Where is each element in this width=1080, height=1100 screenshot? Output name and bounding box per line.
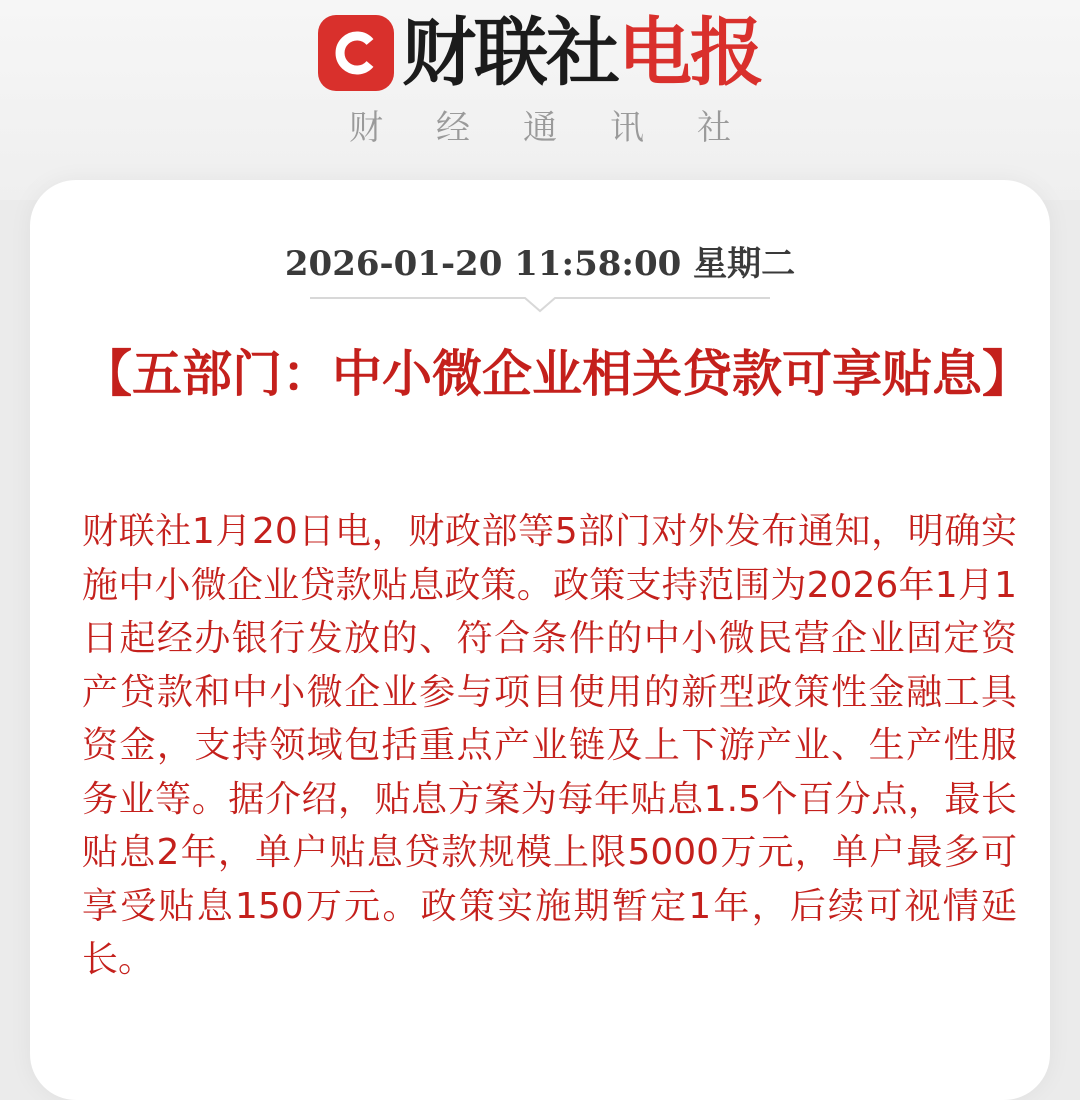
brand-tagline: 财经通讯社: [349, 108, 784, 148]
article-headline: 【五部门：中小微企业相关贷款可享贴息】: [82, 344, 1032, 403]
cls-logo-icon: [318, 15, 394, 91]
brand-logo: [0, 8, 1080, 98]
date-divider: [310, 296, 770, 314]
article-datetime: 2026-01-20 11:58:00 星期二: [284, 244, 796, 284]
logo-wordmark-red: 电报: [618, 10, 762, 96]
logo-wordmark: [402, 10, 762, 96]
article-body: 财联社1月20日电，财政部等5部门对外发布通知，明确实施中小微企业贷款贴息政策。政策支持范围为2026年1月1日起经办银行发放的、符合条件的中小微民营企业固定资产贷款和中小微企业参与项目使用的新型政策性金融工具资金，支持领域包括重点产业链及上下游产业、生产性服务业等。据介绍，贴息方案为每年贴息1.5个百分点，最长贴息2年，单户贴息贷款规模上限5000万元，单户最多可享受贴息150万元。政策实施期暂定1年，后续可视情延长。: [82, 511, 1017, 980]
logo-wordmark-black: 财联社: [402, 10, 618, 96]
